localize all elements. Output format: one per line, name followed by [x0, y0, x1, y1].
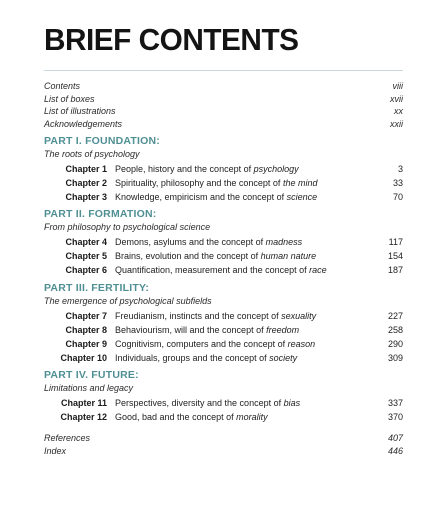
page-number: viii [392, 81, 403, 91]
chapter-entry[interactable] [44, 410, 403, 424]
page-number: 337 [387, 398, 403, 408]
part-section [44, 282, 403, 365]
part-section [44, 369, 403, 424]
front-matter-item[interactable] [44, 105, 403, 118]
chapter-title: Knowledge, empiricism and the concept of science [115, 192, 318, 202]
chapter-title: Individuals, groups and the concept of society [115, 353, 298, 363]
chapter-label: Chapter 10 [60, 353, 107, 363]
entry-label: Contents [44, 81, 81, 91]
chapter-label: Chapter 9 [65, 339, 107, 349]
chapter-entry[interactable] [44, 263, 403, 277]
back-matter-list [44, 432, 403, 457]
chapter-entry[interactable] [44, 190, 403, 204]
page-number: 309 [387, 353, 403, 363]
chapter-title: Good, bad and the concept of morality [115, 412, 268, 422]
part-heading[interactable]: PART I. FOUNDATION: [44, 135, 160, 147]
chapter-label: Chapter 2 [65, 178, 107, 188]
chapter-entry[interactable] [44, 249, 403, 263]
page-number: 154 [387, 251, 403, 261]
back-matter-item[interactable] [44, 432, 403, 445]
chapter-entry[interactable] [44, 396, 403, 410]
chapter-label: Chapter 6 [65, 265, 107, 275]
chapter-title: Brains, evolution and the concept of human nature [115, 251, 317, 261]
front-matter-item[interactable] [44, 93, 403, 106]
part-heading[interactable]: PART II. FORMATION: [44, 208, 157, 220]
chapter-label: Chapter 1 [65, 164, 107, 174]
chapter-title: Perspectives, diversity and the concept of bias [115, 398, 301, 408]
page-number: 187 [387, 265, 403, 275]
page-number: 33 [392, 178, 403, 188]
page-number: xxii [390, 118, 403, 129]
page-number: 446 [387, 445, 403, 456]
chapter-entry[interactable] [44, 235, 403, 249]
chapter-title: Behaviourism, will and the concept of freedom [115, 325, 300, 335]
page-number: 70 [392, 192, 403, 202]
entry-label: Acknowledgements [44, 118, 123, 129]
entry-label: List of illustrations [44, 106, 116, 116]
part-section [44, 135, 403, 204]
chapter-entry[interactable] [44, 337, 403, 351]
chapter-entry[interactable] [44, 162, 403, 176]
front-matter-list [44, 80, 403, 130]
page-number: 290 [387, 339, 403, 349]
chapter-entry[interactable] [44, 323, 403, 337]
part-subtitle: The emergence of psychological subfields [44, 296, 212, 306]
entry-label: Index [44, 445, 67, 456]
page-number: 227 [387, 311, 403, 321]
page-number: 370 [387, 412, 403, 422]
chapter-title: Cognitivism, computers and the concept of reason [115, 339, 316, 349]
part-heading[interactable]: PART III. FERTILITY: [44, 282, 150, 294]
chapter-label: Chapter 5 [65, 251, 107, 261]
chapter-entry[interactable] [44, 176, 403, 190]
part-subtitle: Limitations and legacy [44, 383, 134, 393]
entry-label: List of boxes [44, 93, 95, 104]
part-section [44, 208, 403, 277]
chapter-label: Chapter 11 [60, 398, 107, 408]
entry-label: References [44, 433, 91, 443]
chapter-entry[interactable] [44, 309, 403, 323]
page-number: 117 [388, 237, 403, 247]
chapter-title: Demons, asylums and the concept of madness [115, 237, 303, 247]
front-matter-item[interactable] [44, 80, 403, 93]
chapter-label: Chapter 7 [65, 311, 107, 321]
part-subtitle: The roots of psychology [44, 149, 140, 159]
back-matter-item[interactable] [44, 445, 403, 458]
page-number: 407 [387, 433, 403, 443]
chapter-label: Chapter 4 [65, 237, 107, 247]
chapter-entry[interactable] [44, 351, 403, 365]
page-title: BRIEF CONTENTS [44, 22, 299, 57]
part-heading[interactable]: PART IV. FUTURE: [44, 369, 139, 381]
page-number: 3 [397, 164, 403, 174]
chapter-label: Chapter 8 [65, 325, 107, 335]
part-subtitle: From philosophy to psychological science [44, 222, 211, 232]
chapter-label: Chapter 3 [65, 192, 107, 202]
title-divider [44, 70, 403, 71]
chapter-label: Chapter 12 [60, 412, 107, 422]
page-number: xx [394, 106, 403, 116]
chapter-title: Freudianism, instincts and the concept of sexuality [115, 311, 317, 321]
chapter-title: Quantification, measurement and the concept of race [115, 265, 327, 275]
front-matter-item[interactable] [44, 118, 403, 131]
chapter-title: People, history and the concept of psychology [115, 164, 299, 174]
chapter-title: Spirituality, philosophy and the concept of the mind [115, 178, 318, 188]
page-number: 258 [387, 325, 403, 335]
page-number: xvii [390, 93, 403, 104]
